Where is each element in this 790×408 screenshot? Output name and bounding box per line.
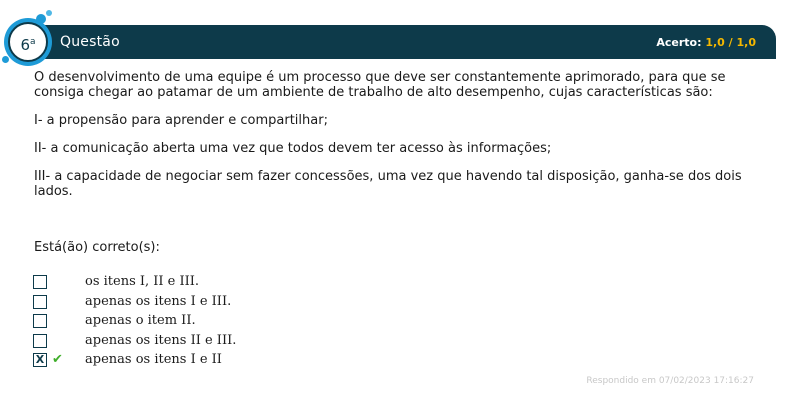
score-value: 1,0 bbox=[705, 36, 725, 49]
option-label: apenas o item II. bbox=[85, 313, 196, 328]
question-item-1: I- a propensão para aprender e compartilhar; bbox=[34, 113, 328, 128]
question-header bbox=[40, 25, 776, 59]
decorative-bubble bbox=[36, 14, 46, 24]
checkmark-icon: ✔ bbox=[52, 352, 63, 367]
question-intro: O desenvolvimento de uma equipe é um processo que deve ser constantemente aprimorado, para que se consiga chegar ao patamar de um ambiente de trabalho de alto desempenho, cujas características são: bbox=[34, 70, 726, 100]
option-label: os itens I, II e III. bbox=[85, 274, 200, 289]
question-item-2: II- a comunicação aberta uma vez que todos devem ter acesso às informações; bbox=[34, 141, 552, 156]
question-item-3: III- a capacidade de negociar sem fazer concessões, uma vez que havendo tal disposição, ganha-se dos dois lados. bbox=[34, 169, 742, 199]
question-prompt: Está(ão) correto(s): bbox=[34, 240, 160, 255]
option-checkbox[interactable] bbox=[33, 314, 47, 328]
answered-timestamp: Respondido em 07/02/2023 17:16:27 bbox=[586, 376, 754, 386]
option-label: apenas os itens I e II bbox=[85, 352, 222, 367]
score-display bbox=[656, 36, 756, 49]
option-checkbox[interactable] bbox=[33, 334, 47, 348]
question-number: 6$^a$ bbox=[8, 22, 48, 62]
option-checkbox[interactable] bbox=[33, 275, 47, 289]
option-checkbox-checked[interactable]: X bbox=[33, 353, 47, 367]
question-title: Questão bbox=[60, 34, 120, 50]
score-total: / 1,0 bbox=[728, 36, 756, 49]
question-body bbox=[34, 70, 744, 212]
score-label: Acerto: bbox=[656, 36, 702, 49]
decorative-bubble bbox=[46, 10, 52, 16]
option-label: apenas os itens I e III. bbox=[85, 293, 232, 309]
option-label: apenas os itens II e III. bbox=[85, 332, 237, 348]
decorative-bubble bbox=[2, 56, 9, 63]
option-checkbox[interactable] bbox=[33, 295, 47, 309]
